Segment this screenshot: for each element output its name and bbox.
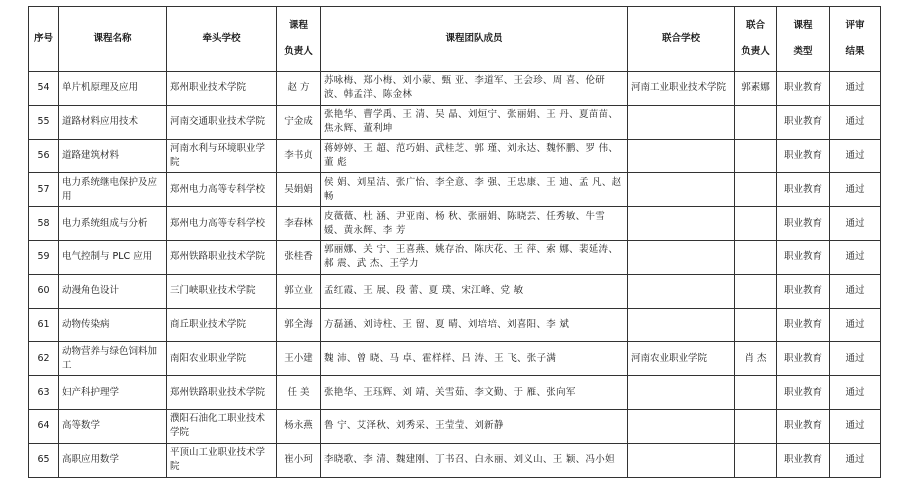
cell-no: 65 — [29, 443, 59, 477]
cell-type: 职业教育 — [777, 376, 830, 410]
cell-course: 动漫角色设计 — [59, 274, 167, 308]
cell-members: 皮薇薇、杜 涵、尹亚南、杨 秋、张丽娟、陈晓芸、任秀敏、牛雪媛、黄永辉、李 芳 — [321, 207, 628, 241]
header-type — [777, 7, 830, 72]
cell-joint-leader — [735, 139, 777, 173]
cell-joint-leader — [735, 173, 777, 207]
cell-no: 61 — [29, 308, 59, 342]
cell-lead-school: 三门峡职业技术学院 — [167, 274, 277, 308]
cell-members: 张艳华、曹学禹、王 清、吴 晶、刘烜宁、张丽娟、王 丹、夏苗苗、焦永辉、董利坤 — [321, 105, 628, 139]
cell-members: 李晓歌、李 清、魏建刚、丁书召、白永丽、刘义山、王 颖、冯小妲 — [321, 443, 628, 477]
cell-members: 郭丽娜、关 宁、王喜燕、姚存治、陈庆花、王 萍、索 娜、裴延涛、郝 震、武 杰、王学力 — [321, 240, 628, 274]
cell-members: 苏咏梅、郑小梅、刘小蒙、甄 亚、李道军、王会珍、周 喜、伦研波、韩孟洋、陈金林 — [321, 72, 628, 106]
cell-joint-school — [628, 240, 735, 274]
cell-joint-leader — [735, 274, 777, 308]
cell-result: 通过 — [830, 207, 881, 241]
cell-type: 职业教育 — [777, 173, 830, 207]
cell-joint-leader — [735, 207, 777, 241]
cell-no: 54 — [29, 72, 59, 106]
cell-no: 60 — [29, 274, 59, 308]
cell-type: 职业教育 — [777, 308, 830, 342]
cell-course: 电力系统继电保护及应用 — [59, 173, 167, 207]
header-course: 课程名称 — [59, 7, 167, 72]
cell-joint-leader: 肖 杰 — [735, 342, 777, 376]
header-joint-school: 联合学校 — [628, 7, 735, 72]
cell-result: 通过 — [830, 342, 881, 376]
cell-type: 职业教育 — [777, 207, 830, 241]
cell-members: 孟红霞、王 展、段 蕾、夏 璞、宋江峰、党 敏 — [321, 274, 628, 308]
table-row — [29, 240, 881, 274]
cell-type: 职业教育 — [777, 139, 830, 173]
cell-leader: 宁金成 — [277, 105, 321, 139]
table-row — [29, 443, 881, 477]
cell-leader: 张桂香 — [277, 240, 321, 274]
cell-result: 通过 — [830, 240, 881, 274]
cell-type: 职业教育 — [777, 72, 830, 106]
cell-members: 方磊涵、刘诗柱、王 留、夏 晴、刘培培、刘喜阳、李 斌 — [321, 308, 628, 342]
table-row — [29, 72, 881, 106]
cell-members: 鲁 宁、艾泽秋、刘秀采、王莹莹、刘新静 — [321, 409, 628, 443]
cell-joint-school: 河南农业职业学院 — [628, 342, 735, 376]
course-table-page — [28, 6, 880, 478]
cell-joint-school: 河南工业职业技术学院 — [628, 72, 735, 106]
cell-no: 58 — [29, 207, 59, 241]
cell-leader: 吴娟娟 — [277, 173, 321, 207]
cell-joint-leader — [735, 240, 777, 274]
cell-joint-school — [628, 443, 735, 477]
header-result-line1: 评审 — [845, 20, 865, 31]
cell-type: 职业教育 — [777, 443, 830, 477]
cell-no: 64 — [29, 409, 59, 443]
cell-course: 妇产科护理学 — [59, 376, 167, 410]
header-result — [830, 7, 881, 72]
cell-no: 56 — [29, 139, 59, 173]
cell-course: 电力系统组成与分析 — [59, 207, 167, 241]
table-row — [29, 274, 881, 308]
header-joint-leader — [735, 7, 777, 72]
cell-joint-school — [628, 173, 735, 207]
cell-members: 蒋婷婷、王 超、范巧娟、武桂芝、郭 瑾、刘永达、魏怀鹏、罗 伟、董 彪 — [321, 139, 628, 173]
cell-course: 动物传染病 — [59, 308, 167, 342]
cell-no: 59 — [29, 240, 59, 274]
cell-result: 通过 — [830, 308, 881, 342]
cell-lead-school: 平顶山工业职业技术学院 — [167, 443, 277, 477]
cell-course: 道路建筑材料 — [59, 139, 167, 173]
cell-joint-leader — [735, 308, 777, 342]
header-members: 课程团队成员 — [321, 7, 628, 72]
cell-leader: 李书贞 — [277, 139, 321, 173]
header-no: 序号 — [29, 7, 59, 72]
cell-lead-school: 南阳农业职业学院 — [167, 342, 277, 376]
cell-leader: 崔小珂 — [277, 443, 321, 477]
cell-members: 张艳华、王珏辉、刘 靖、关雪茹、李文勤、于 雁、张向军 — [321, 376, 628, 410]
header-leader — [277, 7, 321, 72]
cell-leader: 赵 方 — [277, 72, 321, 106]
cell-joint-leader — [735, 443, 777, 477]
cell-result: 通过 — [830, 105, 881, 139]
cell-lead-school: 郑州电力高等专科学校 — [167, 207, 277, 241]
table-row — [29, 342, 881, 376]
cell-joint-school — [628, 139, 735, 173]
header-result-line2: 结果 — [845, 46, 865, 57]
cell-course: 高等数学 — [59, 409, 167, 443]
cell-course: 电气控制与 PLC 应用 — [59, 240, 167, 274]
cell-leader: 郭全海 — [277, 308, 321, 342]
cell-course: 单片机原理及应用 — [59, 72, 167, 106]
cell-lead-school: 河南交通职业技术学院 — [167, 105, 277, 139]
cell-members: 侯 娟、刘星洁、张广怡、李全意、李 强、王忠康、王 迪、孟 凡、赵 畅 — [321, 173, 628, 207]
cell-no: 57 — [29, 173, 59, 207]
cell-joint-school — [628, 376, 735, 410]
header-joint-leader-line2: 负责人 — [741, 46, 770, 57]
cell-result: 通过 — [830, 409, 881, 443]
header-leader-line1: 课程 — [288, 20, 308, 31]
cell-lead-school: 濮阳石油化工职业技术学院 — [167, 409, 277, 443]
cell-type: 职业教育 — [777, 409, 830, 443]
cell-lead-school: 商丘职业技术学院 — [167, 308, 277, 342]
cell-result: 通过 — [830, 274, 881, 308]
cell-result: 通过 — [830, 139, 881, 173]
cell-joint-school — [628, 207, 735, 241]
table-row — [29, 173, 881, 207]
cell-result: 通过 — [830, 443, 881, 477]
cell-course: 高职应用数学 — [59, 443, 167, 477]
cell-lead-school: 郑州铁路职业技术学院 — [167, 376, 277, 410]
cell-no: 62 — [29, 342, 59, 376]
cell-lead-school: 郑州电力高等专科学校 — [167, 173, 277, 207]
header-joint-leader-line1: 联合 — [745, 20, 765, 31]
cell-course: 动物营养与绿色饲料加工 — [59, 342, 167, 376]
cell-joint-school — [628, 105, 735, 139]
table-row — [29, 308, 881, 342]
header-row — [29, 7, 881, 72]
header-type-line2: 类型 — [793, 46, 813, 57]
cell-no: 63 — [29, 376, 59, 410]
cell-leader: 李春林 — [277, 207, 321, 241]
cell-lead-school: 河南水利与环境职业学院 — [167, 139, 277, 173]
cell-type: 职业教育 — [777, 105, 830, 139]
cell-result: 通过 — [830, 173, 881, 207]
cell-joint-leader — [735, 409, 777, 443]
cell-leader: 任 美 — [277, 376, 321, 410]
cell-no: 55 — [29, 105, 59, 139]
table-row — [29, 139, 881, 173]
cell-joint-leader — [735, 105, 777, 139]
cell-members: 魏 沛、曾 晓、马 卓、霍样样、吕 涛、王 飞、张子满 — [321, 342, 628, 376]
header-leader-line2: 负责人 — [284, 46, 313, 57]
cell-leader: 王小建 — [277, 342, 321, 376]
cell-leader: 郭立业 — [277, 274, 321, 308]
header-lead-school: 牵头学校 — [167, 7, 277, 72]
table-row — [29, 409, 881, 443]
header-type-line1: 课程 — [793, 20, 813, 31]
cell-joint-leader — [735, 376, 777, 410]
cell-result: 通过 — [830, 376, 881, 410]
cell-lead-school: 郑州铁路职业技术学院 — [167, 240, 277, 274]
table-row — [29, 207, 881, 241]
cell-joint-school — [628, 274, 735, 308]
cell-lead-school: 郑州职业技术学院 — [167, 72, 277, 106]
cell-joint-school — [628, 308, 735, 342]
cell-type: 职业教育 — [777, 342, 830, 376]
cell-type: 职业教育 — [777, 274, 830, 308]
cell-joint-school — [628, 409, 735, 443]
cell-leader: 杨永燕 — [277, 409, 321, 443]
course-review-table — [28, 6, 881, 478]
cell-course: 道路材料应用技术 — [59, 105, 167, 139]
cell-joint-leader: 郭素娜 — [735, 72, 777, 106]
cell-type: 职业教育 — [777, 240, 830, 274]
cell-result: 通过 — [830, 72, 881, 106]
table-row — [29, 376, 881, 410]
table-row — [29, 105, 881, 139]
